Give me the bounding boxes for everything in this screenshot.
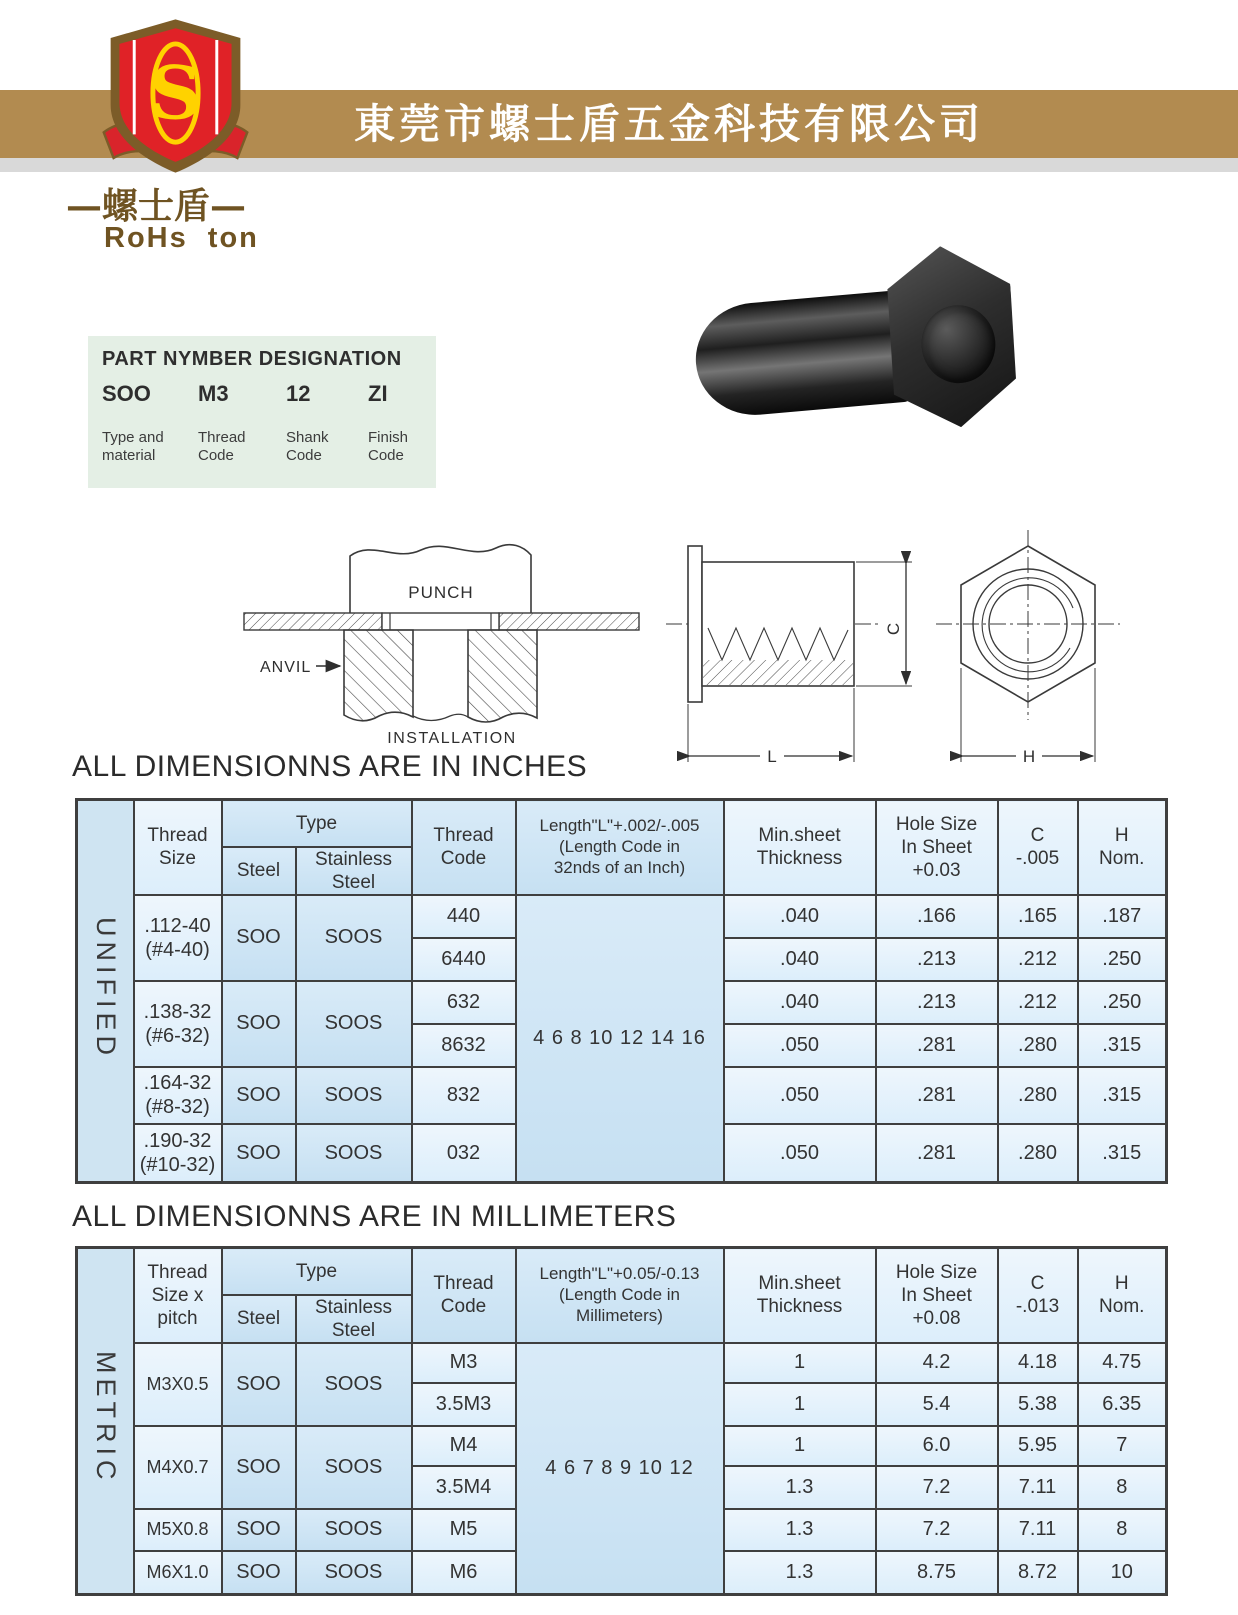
length-header <box>516 1248 724 1343</box>
thread-size-header <box>134 800 222 895</box>
thread-size-cell: M4X0.7 <box>134 1426 222 1509</box>
hdr-line: Size <box>159 848 196 870</box>
stainless-header <box>296 847 412 895</box>
stainless-header <box>296 1295 412 1343</box>
stainless-cell: SOOS <box>296 1124 412 1183</box>
c-cell: .280 <box>998 1124 1078 1183</box>
thread-code-cell: 8632 <box>412 1024 516 1067</box>
hdr-line: Millimeters) <box>576 1305 663 1325</box>
thread-code-cell: 3.5M4 <box>412 1466 516 1509</box>
thread-code-cell: M6 <box>412 1551 516 1595</box>
brand-name-chinese: —螺士盾— <box>66 185 247 227</box>
hdr-line: Hole Size <box>895 1261 978 1283</box>
type-header: Type <box>222 1248 412 1295</box>
photo-cylinder <box>691 290 912 420</box>
c-cell: 7.11 <box>998 1509 1078 1551</box>
h-header <box>1078 1248 1167 1343</box>
min-sheet-cell: .050 <box>724 1124 876 1183</box>
min-sheet-cell: 1 <box>724 1383 876 1426</box>
pn-label: Thread Code <box>198 429 246 464</box>
pn-column <box>198 381 286 464</box>
min-sheet-cell: .040 <box>724 895 876 938</box>
steel-header: Steel <box>222 847 296 895</box>
sheet-right <box>499 613 639 630</box>
hdr-line: Thread <box>147 1261 208 1283</box>
thread-size-cell <box>134 1067 222 1124</box>
min-sheet-cell: 1 <box>724 1343 876 1383</box>
thread-code-cell: 3.5M3 <box>412 1383 516 1426</box>
stainless-cell: SOOS <box>296 1551 412 1595</box>
hdr-line: 32nds of an Inch) <box>553 857 686 877</box>
anvil-left <box>344 630 413 721</box>
min-sheet-cell: .040 <box>724 981 876 1024</box>
hdr-line: Steel <box>331 1319 376 1341</box>
h-cell: 4.75 <box>1078 1343 1167 1383</box>
pn-code: ZI <box>368 381 388 406</box>
steel-cell: SOO <box>222 1551 296 1595</box>
h-cell: .315 <box>1078 1124 1167 1183</box>
hdr-line: Code <box>440 1296 487 1318</box>
product-photo <box>688 238 1025 451</box>
thread-size-cell <box>134 1124 222 1183</box>
hole-size-cell: .166 <box>876 895 998 938</box>
c-cell: .280 <box>998 1024 1078 1067</box>
hdr-line: C <box>1030 1273 1045 1295</box>
mm-table <box>75 1246 1168 1596</box>
installation-caption: INSTALLATION <box>387 730 517 747</box>
min-sheet-header <box>724 1248 876 1343</box>
pn-column <box>286 381 368 464</box>
min-sheet-cell: .050 <box>724 1067 876 1124</box>
c-cell: .280 <box>998 1067 1078 1124</box>
installation-diagram <box>230 510 654 750</box>
hole-size-cell: .281 <box>876 1024 998 1067</box>
c-cell: 8.72 <box>998 1551 1078 1595</box>
h-header <box>1078 800 1167 895</box>
hdr-line: Thickness <box>756 848 843 870</box>
h-cell: 8 <box>1078 1509 1167 1551</box>
hdr-line: Length"L"+0.05/-0.13 <box>539 1264 700 1284</box>
steel-cell: SOO <box>222 1124 296 1183</box>
h-cell: 10 <box>1078 1551 1167 1595</box>
hole-size-cell: 8.75 <box>876 1551 998 1595</box>
pn-label: Shank Code <box>286 429 329 464</box>
hdr-line: Thread <box>147 825 208 847</box>
h-cell: .250 <box>1078 981 1167 1024</box>
size-line: .164-32 <box>143 1072 212 1095</box>
inches-section-title: ALL DIMENSIONNS ARE IN INCHES <box>72 750 588 783</box>
steel-cell: SOO <box>222 1426 296 1509</box>
hole-size-cell: .281 <box>876 1124 998 1183</box>
h-cell: 7 <box>1078 1426 1167 1466</box>
thread-code-cell: M3 <box>412 1343 516 1383</box>
pn-code: 12 <box>286 381 311 406</box>
min-sheet-cell: .040 <box>724 938 876 981</box>
steel-cell: SOO <box>222 1509 296 1551</box>
flange <box>688 546 702 702</box>
hdr-line: Thread <box>433 825 494 847</box>
min-sheet-header <box>724 800 876 895</box>
size-line: (#10-32) <box>139 1154 216 1177</box>
thread-code-cell: M5 <box>412 1509 516 1551</box>
part-number-designation-box <box>88 336 436 488</box>
c-cell: 7.11 <box>998 1466 1078 1509</box>
header-row <box>77 800 1167 847</box>
h-cell: 6.35 <box>1078 1383 1167 1426</box>
thread-size-cell: M3X0.5 <box>134 1343 222 1426</box>
anvil-right <box>468 630 537 722</box>
pn-label: Finish Code <box>368 429 409 464</box>
inches-table <box>75 798 1168 1184</box>
size-line: .112-40 <box>144 914 211 937</box>
shield-logo-icon <box>90 14 262 180</box>
hdr-line: Nom. <box>1099 848 1145 870</box>
group-label: METRIC <box>90 1351 121 1485</box>
min-sheet-cell: .050 <box>724 1024 876 1067</box>
hdr-line: Min.sheet <box>758 825 841 847</box>
punch-label: PUNCH <box>408 583 474 602</box>
hole-size-cell: .213 <box>876 938 998 981</box>
c-cell: 5.95 <box>998 1426 1078 1466</box>
table-row <box>77 895 1167 938</box>
steel-cell: SOO <box>222 981 296 1067</box>
c-cell: .165 <box>998 895 1078 938</box>
thread-code-cell: 440 <box>412 895 516 938</box>
stainless-cell: SOOS <box>296 1426 412 1509</box>
hdr-line: Thickness <box>756 1296 843 1318</box>
steel-cell: SOO <box>222 1067 296 1124</box>
dim-label-h: H <box>1022 747 1036 766</box>
h-cell: .315 <box>1078 1024 1167 1067</box>
fastener-head <box>382 613 499 630</box>
stainless-cell: SOOS <box>296 1067 412 1124</box>
c-cell: 4.18 <box>998 1343 1078 1383</box>
dim-label-c: C <box>884 622 903 636</box>
size-line: (#6-32) <box>145 1024 210 1047</box>
thread-code-header <box>412 800 516 895</box>
pn-column <box>368 381 438 464</box>
dim-label-l: L <box>767 747 777 766</box>
header-row <box>77 1248 1167 1295</box>
hdr-line: C <box>1030 825 1045 847</box>
size-line: (#8-32) <box>145 1096 210 1119</box>
length-header <box>516 800 724 895</box>
hole-size-cell: .213 <box>876 981 998 1024</box>
c-header <box>998 800 1078 895</box>
hole-size-cell: 4.2 <box>876 1343 998 1383</box>
min-sheet-cell: 1.3 <box>724 1551 876 1595</box>
hdr-line: +0.08 <box>912 1308 961 1329</box>
thread-code-cell: 032 <box>412 1124 516 1183</box>
length-values-cell: 4 6 7 8 9 10 12 <box>516 1343 724 1595</box>
h-cell: .315 <box>1078 1067 1167 1124</box>
thread-size-header <box>134 1248 222 1343</box>
length-values-cell: 4 6 8 10 12 14 16 <box>516 895 724 1183</box>
hole-size-cell: 5.4 <box>876 1383 998 1426</box>
hdr-line: Stainless <box>314 848 393 870</box>
hdr-line: H <box>1114 1273 1129 1295</box>
hdr-line: Thread <box>433 1273 494 1295</box>
pn-code: M3 <box>198 381 229 406</box>
hdr-line: pitch <box>157 1308 198 1329</box>
hdr-line: In Sheet <box>901 1284 972 1306</box>
size-line: (#4-40) <box>145 938 210 961</box>
hdr-line: (Length Code in <box>559 1285 680 1305</box>
thread-hatch <box>703 660 853 685</box>
hole-size-cell: .281 <box>876 1067 998 1124</box>
stainless-cell: SOOS <box>296 1509 412 1551</box>
thread-code-cell: 6440 <box>412 938 516 981</box>
part-number-grid <box>102 381 426 464</box>
thread-code-cell: M4 <box>412 1426 516 1466</box>
h-cell: 8 <box>1078 1466 1167 1509</box>
thread-code-cell: 832 <box>412 1067 516 1124</box>
hdr-line: Size x <box>151 1284 204 1306</box>
hdr-line: Length"L"+.002/-.005 <box>539 816 700 836</box>
mm-section-title: ALL DIMENSIONNS ARE IN MILLIMETERS <box>72 1200 677 1233</box>
h-cell: .250 <box>1078 938 1167 981</box>
sheet-left <box>244 613 382 630</box>
c-cell: .212 <box>998 938 1078 981</box>
hole-size-cell: 7.2 <box>876 1509 998 1551</box>
pn-code: SOO <box>102 381 151 406</box>
anvil-break-line <box>413 714 468 720</box>
hole-size-header <box>876 1248 998 1343</box>
stainless-cell: SOOS <box>296 895 412 981</box>
punch-outline <box>350 545 531 613</box>
hdr-line: Code <box>440 848 487 870</box>
table-row <box>77 1343 1167 1383</box>
pn-label: Type and material <box>102 429 164 464</box>
size-line: .190-32 <box>143 1130 212 1153</box>
c-header <box>998 1248 1078 1343</box>
hole-size-cell: 6.0 <box>876 1426 998 1466</box>
c-cell: 5.38 <box>998 1383 1078 1426</box>
steel-cell: SOO <box>222 895 296 981</box>
hdr-line: (Length Code in <box>559 837 680 857</box>
thread-size-cell <box>134 895 222 981</box>
stainless-cell: SOOS <box>296 981 412 1067</box>
min-sheet-cell: 1 <box>724 1426 876 1466</box>
hdr-line: +0.03 <box>912 860 961 881</box>
hdr-line: -.005 <box>1015 848 1060 870</box>
type-header: Type <box>222 800 412 847</box>
min-sheet-cell: 1.3 <box>724 1509 876 1551</box>
logo-letter: S <box>149 51 202 137</box>
hdr-line: Hole Size <box>895 813 978 835</box>
brand-name-english: RoHs ton <box>104 222 259 254</box>
thread-size-cell <box>134 981 222 1067</box>
hdr-line: -.013 <box>1015 1296 1060 1318</box>
anvil-label: ANVIL <box>260 659 312 676</box>
c-cell: .212 <box>998 981 1078 1024</box>
h-cell: .187 <box>1078 895 1167 938</box>
company-name: 東莞市螺士盾五金科技有限公司 <box>354 101 984 147</box>
hdr-line: H <box>1114 825 1129 847</box>
min-sheet-cell: 1.3 <box>724 1466 876 1509</box>
part-number-title: PART NYMBER DESIGNATION <box>102 348 402 370</box>
group-label-cell <box>77 800 134 1183</box>
hdr-line: Nom. <box>1099 1296 1145 1318</box>
hdr-line: In Sheet <box>901 836 972 858</box>
hdr-line: Stainless <box>314 1296 393 1318</box>
hole-size-cell: 7.2 <box>876 1466 998 1509</box>
steel-cell: SOO <box>222 1343 296 1426</box>
thread-size-cell: M6X1.0 <box>134 1551 222 1595</box>
hole-size-header <box>876 800 998 895</box>
thread-code-header <box>412 1248 516 1343</box>
thread-code-cell: 632 <box>412 981 516 1024</box>
steel-header: Steel <box>222 1295 296 1343</box>
size-line: .138-32 <box>143 1000 212 1023</box>
group-label-cell <box>77 1248 134 1595</box>
dimension-drawing <box>658 496 1138 788</box>
group-label: UNIFIED <box>90 916 121 1060</box>
stainless-cell: SOOS <box>296 1343 412 1426</box>
hdr-line: Steel <box>331 871 376 893</box>
hdr-line: Min.sheet <box>758 1273 841 1295</box>
thread-size-cell: M5X0.8 <box>134 1509 222 1551</box>
pn-column <box>102 381 198 464</box>
